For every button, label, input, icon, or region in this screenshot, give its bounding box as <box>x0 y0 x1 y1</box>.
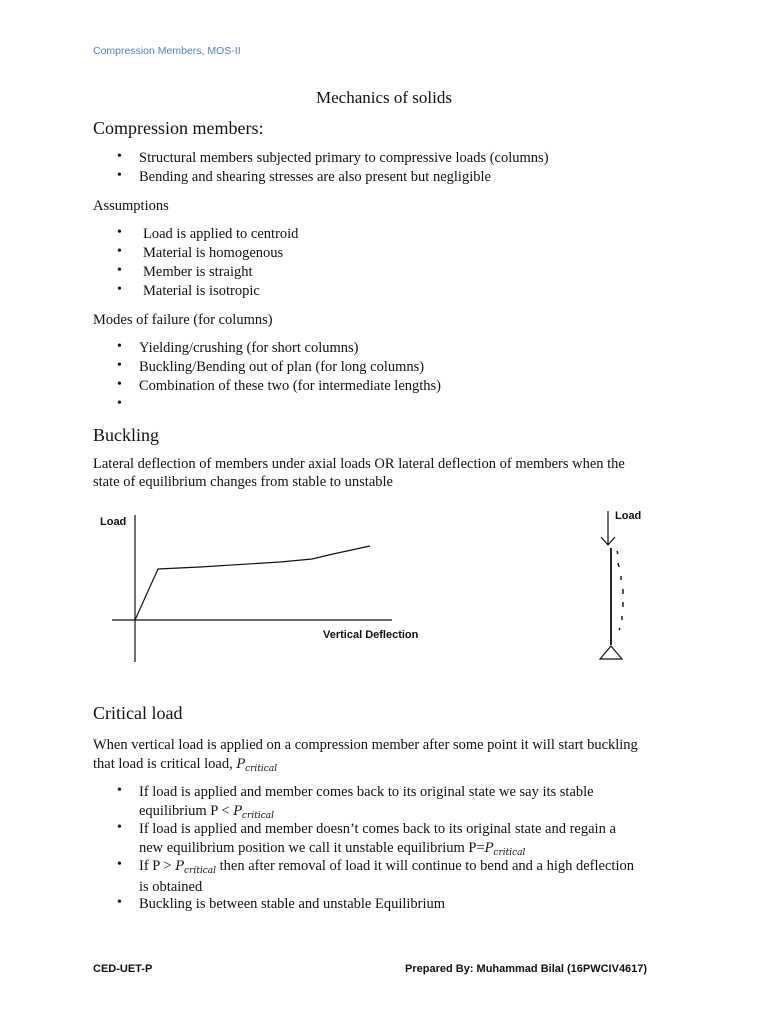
running-header: Compression Members, MOS-II <box>93 45 241 57</box>
p-critical-symbol: $P_{critical}$ <box>236 757 278 774</box>
bullet: • <box>117 783 122 798</box>
bullet: • <box>117 263 122 278</box>
list-item: Material is isotropic <box>143 283 260 299</box>
bullet: • <box>117 339 122 354</box>
page-title: Mechanics of solids <box>316 88 452 107</box>
section-heading-buckling: Buckling <box>93 425 159 445</box>
bullet: • <box>117 377 122 392</box>
list-item: Buckling is between stable and unstable Equilibrium <box>139 896 446 912</box>
list-item: If load is applied and member comes back to its original state we say its stable equilibrium $P < P_{critical}$ <box>139 784 594 821</box>
deflected-shape-dashes <box>617 551 623 630</box>
section-heading-critical-load: Critical load <box>93 703 183 723</box>
bullet: • <box>117 244 122 259</box>
column-diagram <box>600 510 641 659</box>
section-heading-compression: Compression members: <box>93 118 264 138</box>
list-item: Buckling/Bending out of plan (for long columns) <box>139 359 425 375</box>
list-item: Structural members subjected primary to compressive loads (columns) <box>139 150 549 166</box>
list-item: Load is applied to centroid <box>143 226 299 242</box>
list-item: If $P > P_{critical}$ then after removal of load it will continue to bend and a high deflection is obtained <box>139 858 634 895</box>
bullet: • <box>117 149 122 164</box>
list-item: Bending and shearing stresses are also present but negligible <box>139 169 491 185</box>
assumptions-heading: Assumptions <box>93 198 169 214</box>
paragraph-line: Lateral deflection of members under axial loads OR lateral deflection of members when the <box>93 456 625 472</box>
bullet: • <box>117 282 122 297</box>
bullet: • <box>117 820 122 835</box>
bullet: • <box>117 857 122 872</box>
footer-left: CED-UET-P <box>93 963 153 975</box>
pin-support-icon <box>600 646 622 659</box>
column-load-label: Load <box>615 510 642 522</box>
paragraph-line: state of equilibrium changes from stable to unstable <box>93 474 393 490</box>
footer-right: Prepared By: Muhammad Bilal (16PWCIV4617) <box>405 963 648 975</box>
list-item: Combination of these two (for intermediate lengths) <box>139 378 442 394</box>
x-axis-label: Vertical Deflection <box>323 629 419 641</box>
list-item: Member is straight <box>143 264 253 280</box>
y-axis-label: Load <box>100 516 127 528</box>
bullet: • <box>117 358 122 373</box>
list-item: Yielding/crushing (for short columns) <box>139 340 359 356</box>
paragraph-line: that load is critical load, $P_{critical}$ <box>93 756 278 774</box>
paragraph-line: When vertical load is applied on a compression member after some point it will start buckling <box>93 737 638 753</box>
list-item: If load is applied and member doesn’t comes back to its original state and regain a new equilibrium position we call it unstable equilibrium $P=P_{critical}$ <box>139 821 616 858</box>
bullet: • <box>117 225 122 240</box>
bullet: • <box>117 895 122 910</box>
bullet: • <box>117 168 122 183</box>
load-deflection-curve <box>135 546 370 620</box>
list-item: Material is homogenous <box>143 245 284 261</box>
modes-heading: Modes of failure (for columns) <box>93 312 273 328</box>
bullet: • <box>117 396 122 411</box>
